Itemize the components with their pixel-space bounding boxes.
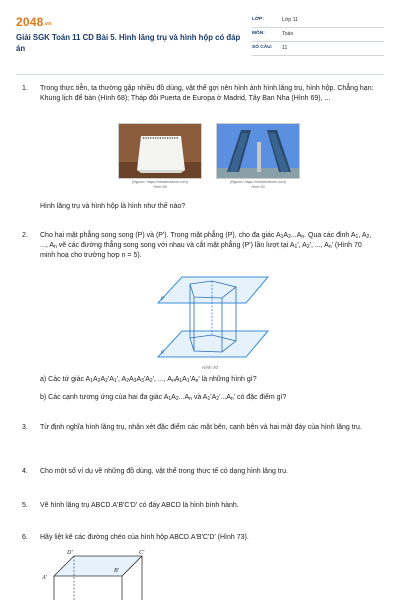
meta-value: Lớp 11 [282,16,298,23]
figure-73-parallelepiped [36,548,156,600]
question-text: Cho hai mặt phẳng song song (P) và (P'). Trong mặt phẳng (P), cho đa giác $A_1A_2...A_n$. Qua các đỉnh $A_1$, $A_2$, ..., $A_n$ vẽ các đường thẳng song song với nhau và cắt mặt phẳng (P') lần lượt tại $A_1'$, $A_2'$, ..., $A_n'$ (Hình 70 minh hoạ cho trường hợp n = 5). [40,232,372,260]
vertex-label: D' [67,550,73,556]
question-prompt: Hình lăng trụ và hình hộp là hình như thế nào? [40,203,186,210]
vertex-label: C' [139,550,145,556]
question-2b: b) Các cạnh tương ứng của hai đa giác $A_1A_2...A_n$ và $A_1'A_2'...A_n'$ có đặc điểm gì? [40,394,287,402]
site-logo[interactable]: 2048.vn [16,15,52,29]
meta-row-subject [252,28,384,42]
question-4 [22,467,378,477]
figure-70-caption: Hình 70 [202,365,218,370]
meta-row-count [252,42,384,56]
meta-key: MÔN: [252,31,265,37]
plane-label: P [161,351,164,356]
question-number: 6. [22,534,28,541]
question-2 [22,231,378,261]
question-text: Trong thực tiễn, ta thường gặp nhiều đồ dùng, vật thể gợi nên hình ảnh hình lăng trụ, hình hộp. Chẳng hạn: Khung lịch để bàn (Hình 68); Tháp đôi Puerta de Europa ở Madrid, Tây Ban Nha (Hình 69), ... [40,85,374,103]
figure-70-prism [150,273,270,365]
vertex-label: B' [114,568,119,574]
question-text: Cho một số ví dụ về những đồ dùng, vật thể trong thực tế có dạng hình lăng trụ. [40,468,288,475]
question-number: 2. [22,232,28,239]
meta-value: 11 [282,44,288,51]
question-1 [22,84,378,104]
question-6 [22,533,378,543]
question-number: 5. [22,502,28,509]
question-number: 1. [22,85,28,92]
question-text: Hãy liệt kê các đường chéo của hình hộp ABCD.A'B'C'D' (Hình 73). [40,534,249,541]
document-header [16,10,384,72]
question-text: Từ định nghĩa hình lăng trụ, nhận xét đặc điểm các mặt bên, cạnh bên và hai mặt đáy của hình lăng trụ. [40,424,362,431]
page-title: Giải SGK Toán 11 CD Bài 5. Hình lăng trụ và hình hộp có đáp án [16,33,241,53]
desk-calendar-photo [118,123,202,179]
question-text: Vẽ hình lăng trụ ABCD.A'B'C'D' có đáy ABCD là hình bình hành. [40,502,239,509]
question-number: 4. [22,468,28,475]
meta-value: Toán [282,30,294,37]
figure-69-caption: (Nguồn: https://shutterstock.com) Hình 69 [230,180,286,189]
question-number: 3. [22,424,28,431]
figure-68-caption: (Nguồn: https://shutterstock.com) Hình 68 [132,180,188,189]
vertex-label: A' [42,575,47,581]
header-divider [16,74,384,75]
meta-key: LỚP: [252,17,264,23]
question-1-prompt [22,202,378,212]
question-5 [22,501,378,511]
meta-table [252,14,384,56]
question-2a: a) Các tứ giác $A_1A_2A_2'A_1'$, $A_2A_3A_3'A_2'$, ..., $A_nA_1A_1'A_n'$ là những hình gì? [40,376,257,384]
meta-key: SỐ CÂU: [252,45,273,51]
plane-label: P' [161,297,165,302]
meta-row-grade [252,14,384,28]
twin-towers-photo [216,123,300,179]
question-3 [22,423,378,433]
